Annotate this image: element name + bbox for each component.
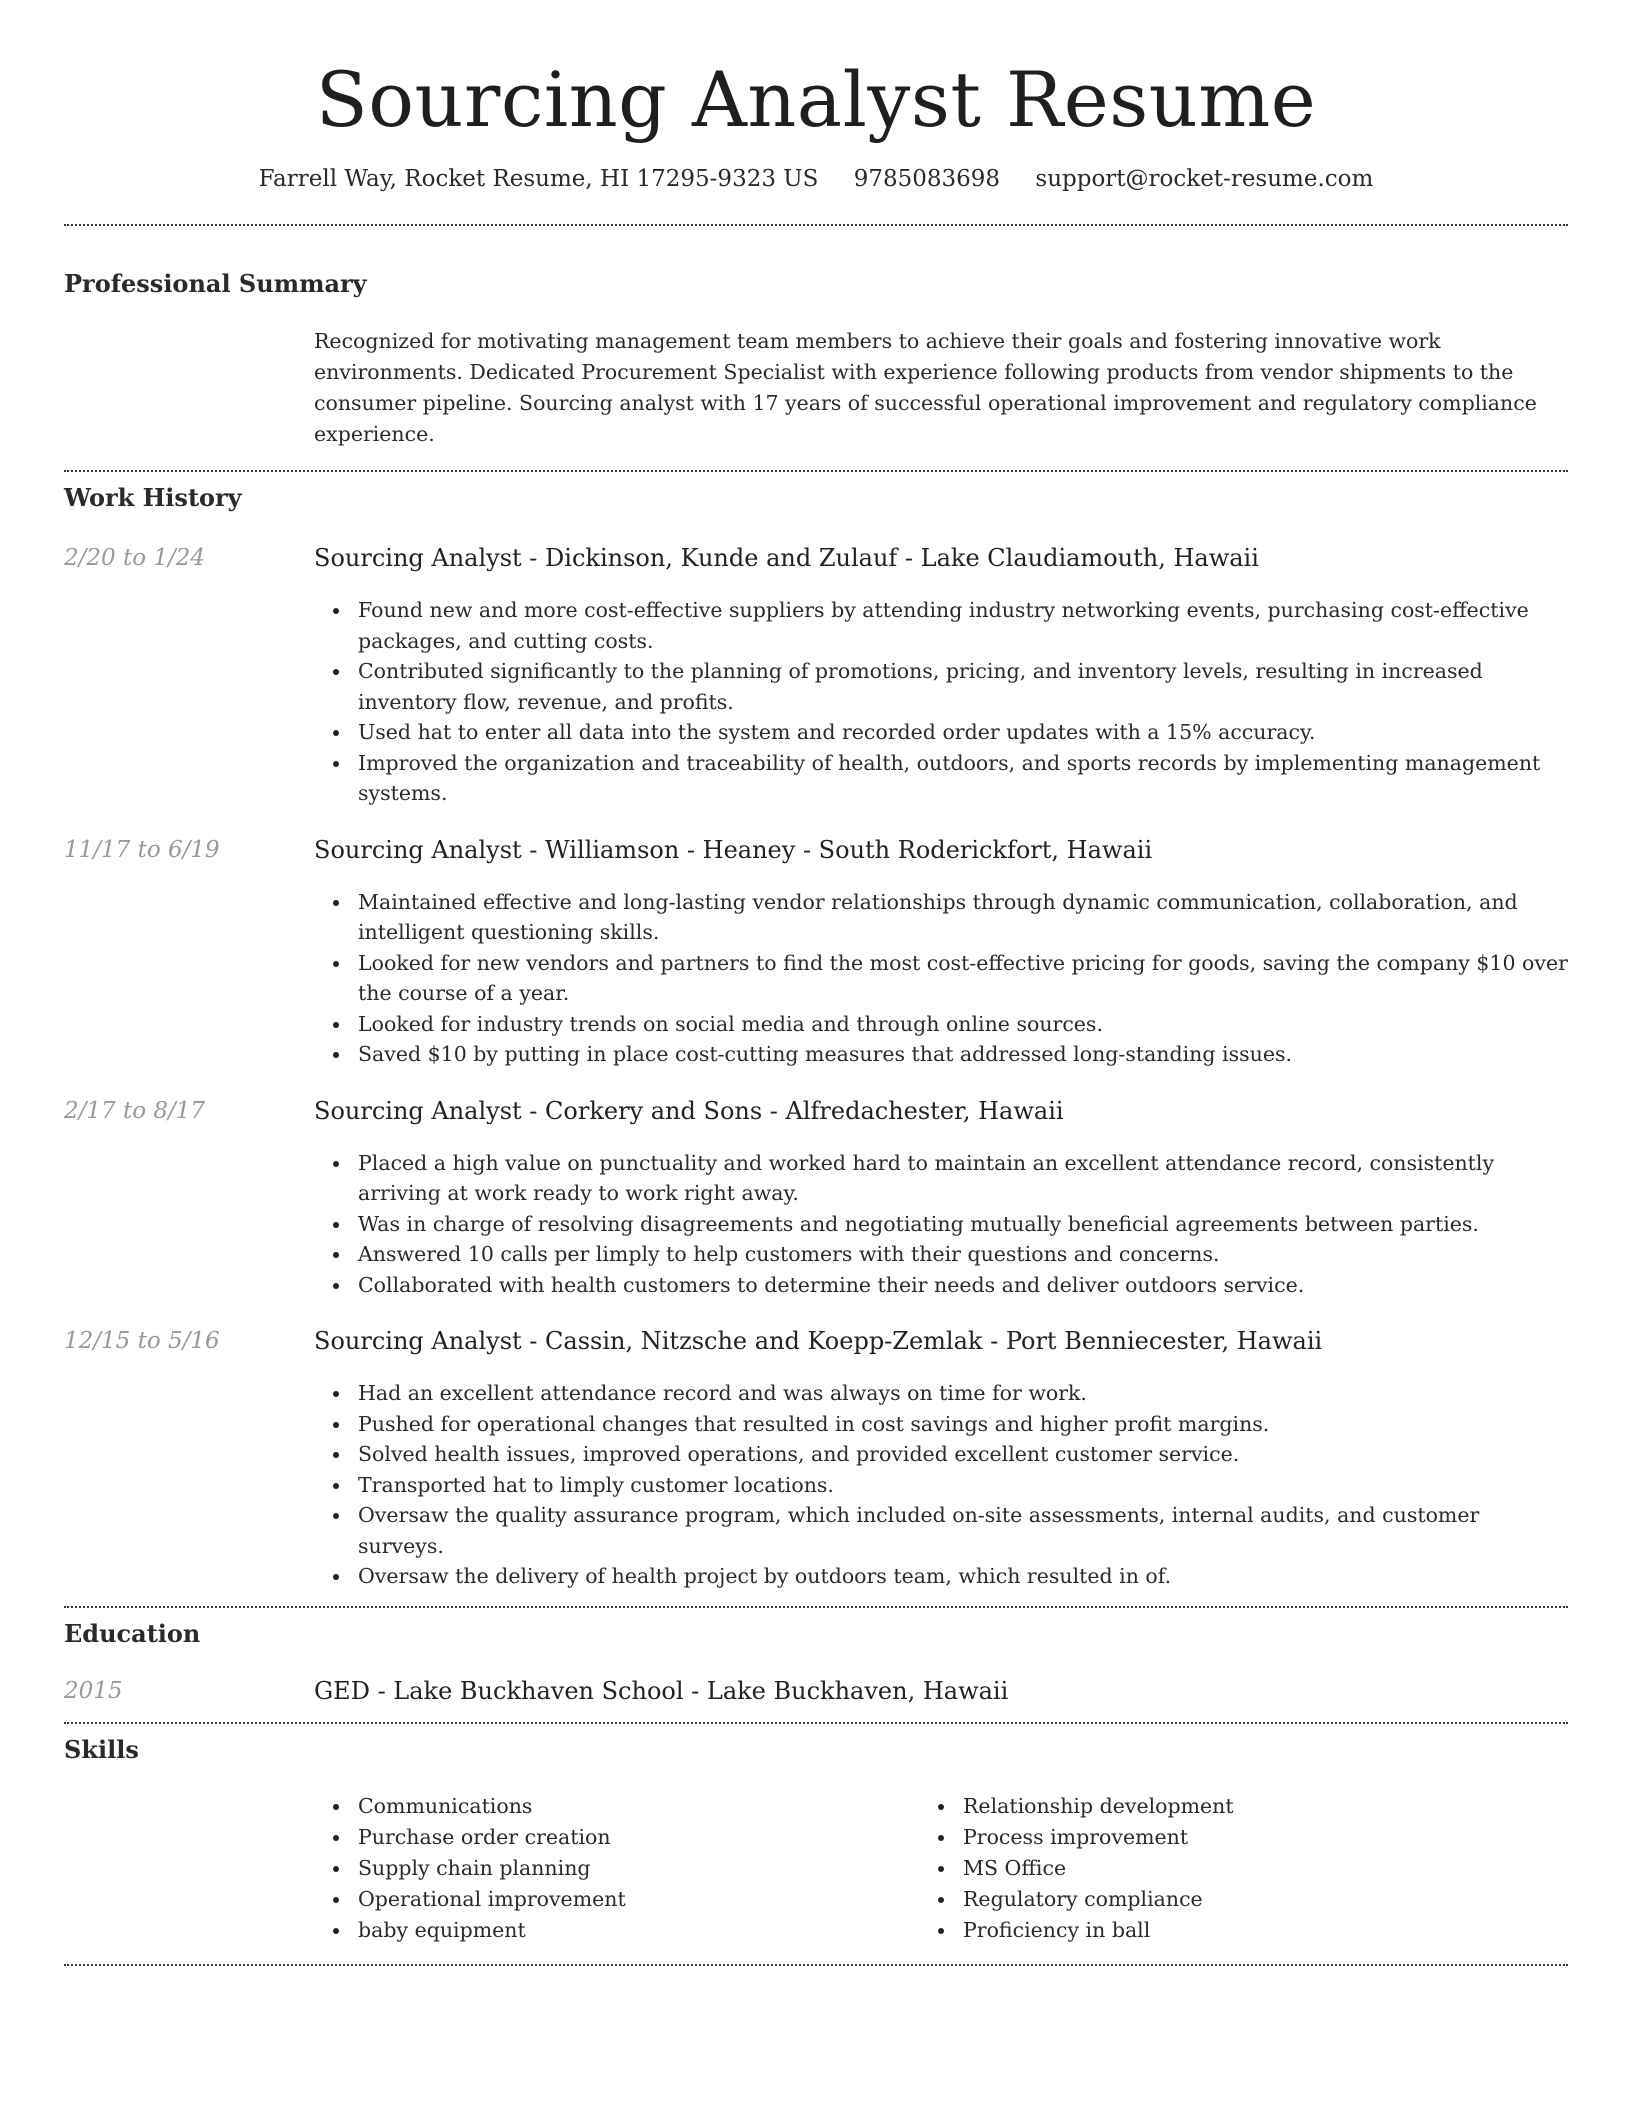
skills-column-right	[963, 1791, 1568, 1946]
skills-list	[314, 1791, 1568, 1946]
list-item: Was in charge of resolving disagreements and negotiating mutually beneficial agreements between parties.	[358, 1209, 1568, 1240]
list-item: Oversaw the quality assurance program, which included on-site assessments, internal audits, and customer surveys.	[358, 1500, 1568, 1561]
job-entry	[64, 543, 1568, 809]
job-title: Sourcing Analyst - Corkery and Sons - Alfredachester, Hawaii	[314, 1096, 1064, 1125]
list-item: Had an excellent attendance record and was always on time for work.	[358, 1378, 1568, 1409]
job-bullets	[358, 595, 1568, 809]
list-item: Oversaw the delivery of health project by outdoors team, which resulted in of.	[358, 1561, 1568, 1592]
job-entry	[64, 1096, 1568, 1301]
job-bullets	[358, 887, 1568, 1070]
contact-address: Farrell Way, Rocket Resume, HI 17295-9323 US	[258, 165, 819, 192]
job-title: Sourcing Analyst - Dickinson, Kunde and Zulauf - Lake Claudiamouth, Hawaii	[314, 544, 1259, 573]
skill-item: Purchase order creation	[358, 1822, 963, 1853]
education-heading: Education	[64, 1618, 201, 1648]
job-entry	[64, 835, 1568, 1070]
skills-heading: Skills	[64, 1735, 139, 1765]
job-date: 11/17 to 6/19	[64, 836, 220, 863]
divider	[64, 1722, 1568, 1724]
job-bullets	[358, 1148, 1568, 1301]
summary-heading: Professional Summary	[64, 268, 367, 298]
skill-item: Process improvement	[963, 1822, 1568, 1853]
divider	[64, 1964, 1568, 1966]
job-bullets	[358, 1378, 1568, 1592]
contact-phone: 9785083698	[853, 165, 1001, 192]
list-item: Solved health issues, improved operations, and provided excellent customer service.	[358, 1439, 1568, 1470]
skill-item: Supply chain planning	[358, 1853, 963, 1884]
skill-item: MS Office	[963, 1853, 1568, 1884]
education-date: 2015	[64, 1678, 123, 1705]
work-history-heading: Work History	[64, 483, 242, 513]
skill-item: Regulatory compliance	[963, 1884, 1568, 1915]
job-date: 2/17 to 8/17	[64, 1097, 206, 1124]
page-title: Sourcing Analyst Resume	[315, 55, 1317, 144]
divider	[64, 470, 1568, 472]
skill-item: Proficiency in ball	[963, 1915, 1568, 1946]
list-item: Pushed for operational changes that resulted in cost savings and higher profit margins.	[358, 1409, 1568, 1440]
list-item: Collaborated with health customers to determine their needs and deliver outdoors service.	[358, 1270, 1568, 1301]
summary-text: Recognized for motivating management team members to achieve their goals and fostering innovative work environments. Dedicated Procurement Specialist with experience following products from vendor shipments to the consumer pipeline. Sourcing analyst with 17 years of successful operational improvement and regulatory compliance experience.	[314, 329, 1537, 447]
skill-item: Communications	[358, 1791, 963, 1822]
job-date: 12/15 to 5/16	[64, 1328, 220, 1355]
list-item: Looked for new vendors and partners to find the most cost-effective pricing for goods, saving the company $10 over the course of a year.	[358, 948, 1568, 1009]
divider	[64, 1606, 1568, 1608]
list-item: Placed a high value on punctuality and worked hard to maintain an excellent attendance record, consistently arriving at work ready to work right away.	[358, 1148, 1568, 1209]
list-item: Saved $10 by putting in place cost-cutting measures that addressed long-standing issues.	[358, 1039, 1568, 1070]
education-title: GED - Lake Buckhaven School - Lake Buckhaven, Hawaii	[314, 1677, 1009, 1706]
list-item: Found new and more cost-effective suppliers by attending industry networking events, purchasing cost-effective packages, and cutting costs.	[358, 595, 1568, 656]
list-item: Contributed significantly to the planning of promotions, pricing, and inventory levels, resulting in increased inventory flow, revenue, and profits.	[358, 656, 1568, 717]
divider	[64, 224, 1568, 226]
contact-email: support@rocket-resume.com	[1035, 165, 1374, 192]
job-entry	[64, 1326, 1568, 1592]
education-entry	[64, 1676, 1568, 1706]
skills-column-left	[358, 1791, 963, 1946]
resume-page	[64, 0, 1568, 1966]
job-date: 2/20 to 1/24	[64, 545, 206, 572]
skill-item: baby equipment	[358, 1915, 963, 1946]
skill-item: Relationship development	[963, 1791, 1568, 1822]
list-item: Maintained effective and long-lasting vendor relationships through dynamic communication, collaboration, and intelligent questioning skills.	[358, 887, 1568, 948]
skill-item: Operational improvement	[358, 1884, 963, 1915]
list-item: Looked for industry trends on social media and through online sources.	[358, 1009, 1568, 1040]
list-item: Answered 10 calls per limply to help customers with their questions and concerns.	[358, 1239, 1568, 1270]
list-item: Used hat to enter all data into the system and recorded order updates with a 15% accuracy.	[358, 717, 1568, 748]
job-title: Sourcing Analyst - Williamson - Heaney - South Roderickfort, Hawaii	[314, 835, 1153, 864]
job-title: Sourcing Analyst - Cassin, Nitzsche and Koepp-Zemlak - Port Benniecester, Hawaii	[314, 1327, 1323, 1356]
contact-line	[64, 166, 1568, 192]
list-item: Improved the organization and traceability of health, outdoors, and sports records by implementing management systems.	[358, 748, 1568, 809]
list-item: Transported hat to limply customer locations.	[358, 1470, 1568, 1501]
